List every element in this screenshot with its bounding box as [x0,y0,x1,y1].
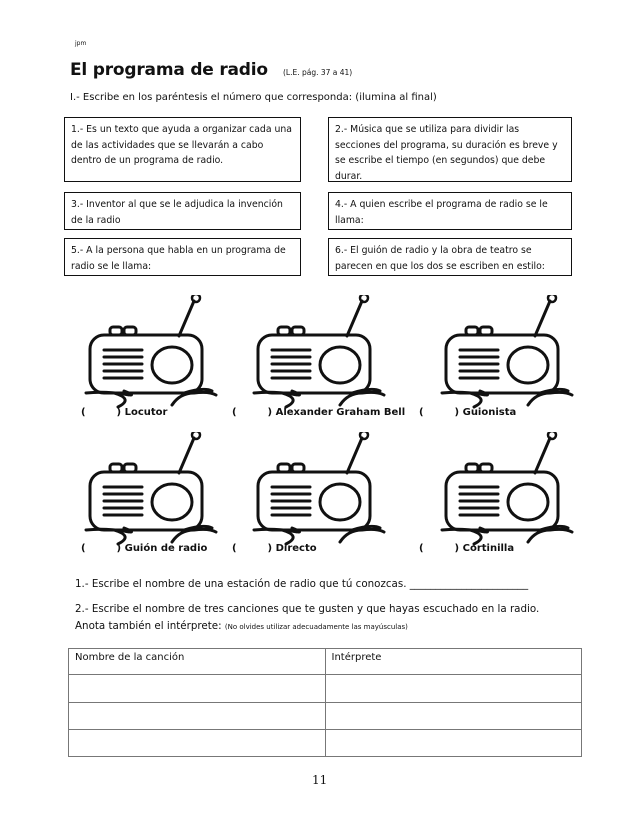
table-row [69,703,582,730]
option-locutor [81,407,167,418]
option-label: Alexander Graham Bell [275,407,406,418]
radio-icon [430,295,590,415]
table-header-row [69,649,582,675]
question-1-answer-line[interactable]: _______________________ [409,578,529,590]
option-label: Directo [275,543,317,554]
page-title: El programa de radio [70,60,268,80]
option-cortinilla [419,543,514,554]
performer-cell[interactable] [325,730,582,757]
question-2-line1: 2.- Escribe el nombre de tres canciones que te gusten y que hayas escuchado en la radio. [75,603,540,615]
option-label: Guión de radio [124,543,208,554]
option-guionista [419,407,516,418]
songs-table [68,648,582,757]
table-row [69,730,582,757]
answer-open-paren: ( [419,407,424,418]
radio-icon [242,295,402,415]
answer-open-paren: ( [419,543,424,554]
option-guion-de-radio [81,543,207,554]
answer-open-paren: ( [232,543,237,554]
answer-open-paren: ( [232,407,237,418]
option-label: Locutor [124,407,168,418]
answer-close-paren: ) [267,543,273,554]
definition-box-5: 5.- A la persona que habla en un programa de radio se le llama: [64,238,301,276]
question-1 [75,578,528,590]
song-cell[interactable] [69,703,326,730]
radio-icon [430,432,590,552]
radio-icon [74,295,234,415]
definition-box-3: 3.- Inventor al que se le adjudica la invención de la radio [64,192,301,230]
page-number: 11 [312,773,328,787]
answer-open-paren: ( [81,543,86,554]
option-label: Guionista [462,407,517,418]
answer-close-paren: ) [267,407,273,418]
column-header-performer: Intérprete [325,649,582,675]
question-1-text: 1.- Escribe el nombre de una estación de radio que tú conozcas. [75,578,407,590]
song-cell[interactable] [69,675,326,703]
radio-icon [242,432,402,552]
option-label: Cortinilla [462,543,515,554]
section1-instruction: I.- Escribe en los paréntesis el número que corresponda: (ilumina al final) [70,92,437,103]
definition-box-2: 2.- Música que se utiliza para dividir las secciones del programa, su duración es breve y se escribe el tiempo (en segundos) que debe durar. [328,117,572,182]
question-2-line2 [75,620,408,632]
performer-cell[interactable] [325,703,582,730]
answer-close-paren: ) [454,543,460,554]
column-header-song: Nombre de la canción [69,649,326,675]
author-initials: jpm [75,40,87,47]
definition-box-4: 4.- A quien escribe el programa de radio se le llama: [328,192,572,230]
option-alexander-graham-bell [232,407,405,418]
answer-close-paren: ) [116,543,122,554]
answer-close-paren: ) [116,407,122,418]
song-cell[interactable] [69,730,326,757]
page-title-row [70,60,352,80]
question-2-note: (No olvides utilizar adecuadamente las mayúsculas) [224,623,408,631]
definition-box-6: 6.- El guión de radio y la obra de teatro se parecen en que los dos se escriben en estilo: [328,238,572,276]
definition-box-1: 1.- Es un texto que ayuda a organizar cada una de las actividades que se llevarán a cabo dentro de un programa de radio. [64,117,301,182]
table-row [69,675,582,703]
radio-icon [74,432,234,552]
answer-close-paren: ) [454,407,460,418]
question-2-instruction: Anota también el intérprete: [75,620,222,632]
answer-open-paren: ( [81,407,86,418]
option-directo [232,543,317,554]
page-reference: (L.E. pág. 37 a 41) [282,68,353,77]
performer-cell[interactable] [325,675,582,703]
